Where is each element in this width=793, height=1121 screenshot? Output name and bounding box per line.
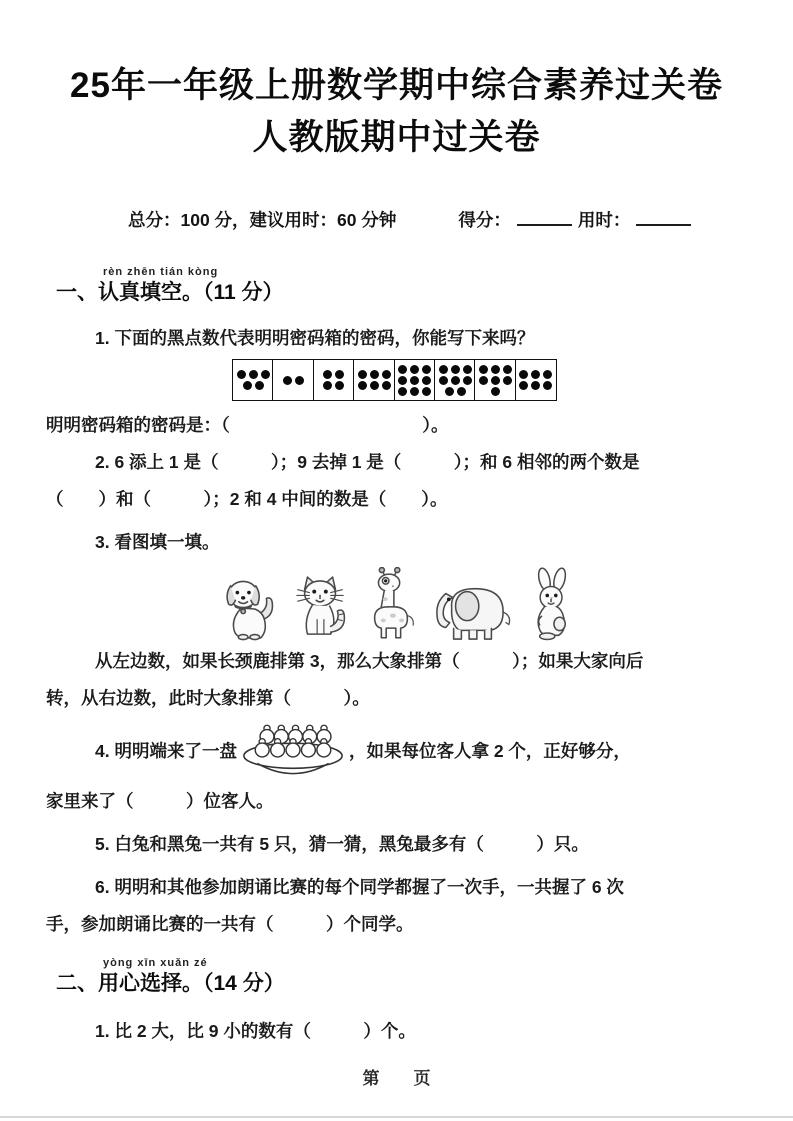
s1-q3-line2: 转，从右边数，此时大象排第（ ）。 [46,688,370,708]
s1-q6-line2: 手，参加朗诵比赛的一共有（ ）个同学。 [46,914,414,934]
s1-q3-line1: 从左边数，如果长颈鹿排第 3，那么大象排第（ ）；如果大家向后 [95,651,644,671]
elephant-illustration [432,579,514,641]
score-blank [517,211,572,226]
s1-q4-after: ，如果每位客人拿 2 个，正好够分， [348,740,631,761]
dot-cell [272,359,314,401]
total-score-text: 总分：100 分，建议用时：60 分钟 [128,210,397,230]
s1-q6-line1: 6. 明明和其他参加朗诵比赛的每个同学都握了一次手，一共握了 6 次 [95,877,624,897]
s1-q4-before: 4. 明明端来了一盘 [95,740,237,761]
s1-q2-line1: 2. 6 添上 1 是（ ）；9 去掉 1 是（ ）；和 6 相邻的两个数是 [95,452,640,472]
s2-q1-text: 1. 比 2 大，比 9 小的数有（ ）个。 [95,1021,416,1041]
section1-heading: 一、认真填空。（11 分） [56,281,284,304]
dot-cell [313,359,355,401]
s1-q4-line1 [46,717,749,783]
rabbit-illustration [528,567,576,641]
animals-row [0,565,793,641]
time-blank [636,211,691,226]
plate-of-treats-illustration [241,720,345,780]
section1-pinyin: rèn zhēn tián kòng [103,266,219,278]
dot-cell [353,359,395,401]
giraffe-illustration [364,567,418,641]
dot-cell [434,359,476,401]
time-label: 用时： [577,210,631,230]
paper-title-line2: 人教版期中过关卷 [252,118,541,157]
s1-q3-text: 3. 看图填一填。 [95,532,220,552]
section2-heading: 二、用心选择。（14 分） [56,972,285,995]
cat-illustration [292,575,350,641]
dot-cell [394,359,436,401]
dot-cell [232,359,274,401]
s1-q2-line2: （ ）和（ ）；2 和 4 中间的数是（ ）。 [46,489,448,509]
score-row [0,208,793,232]
s1-q5-text: 5. 白兔和黑兔一共有 5 只，猜一猜，黑兔最多有（ ）只。 [95,834,589,854]
paper-title [0,60,793,164]
dog-illustration [218,577,278,641]
paper-title-line1: 25年一年级上册数学期中综合素养过关卷 [70,66,723,105]
scan-edge-line [0,1116,793,1118]
dot-cell [474,359,516,401]
section2-pinyin: yòng xīn xuǎn zé [103,957,208,969]
s1-q4-line2: 家里来了（ ）位客人。 [46,791,274,811]
page-footer: 第 页 [362,1069,431,1088]
dot-cell [515,359,557,401]
score-label: 得分： [458,210,511,230]
s1-q1-text: 1. 下面的黑点数代表明明密码箱的密码，你能写下来吗？ [95,328,535,348]
dot-code-table [232,359,793,401]
s1-q1-answer-line: 明明密码箱的密码是：（ ）。 [46,415,449,435]
